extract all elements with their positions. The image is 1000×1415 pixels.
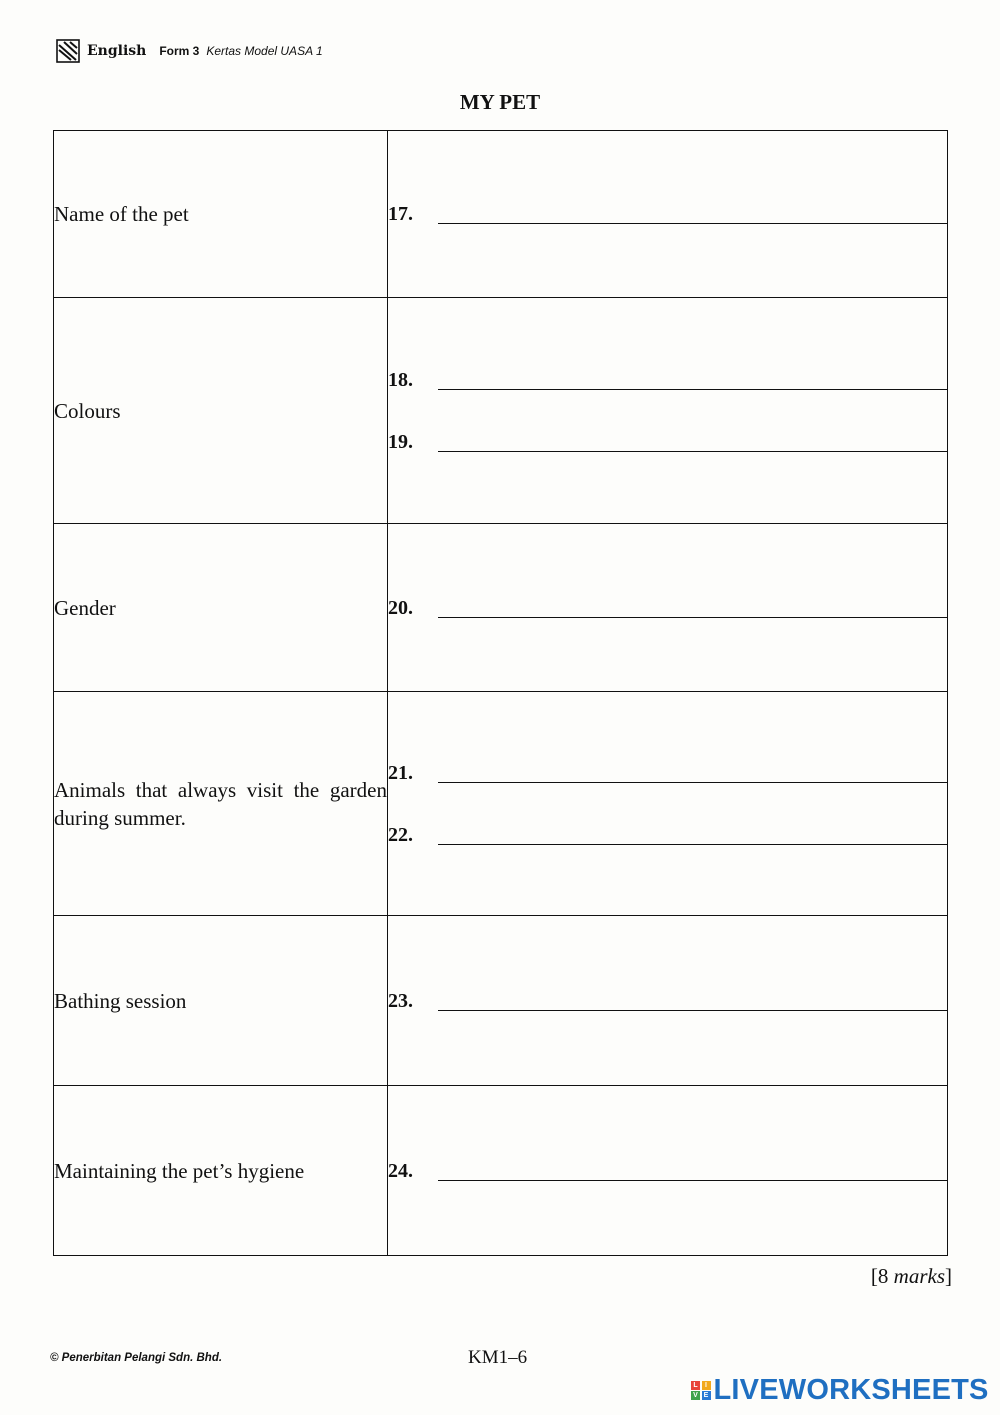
answer-blank[interactable] — [438, 1180, 947, 1181]
answer-line[interactable] — [388, 821, 947, 849]
question-number: 18. — [388, 368, 413, 391]
answer-cell — [388, 1086, 948, 1256]
marks-close: ] — [945, 1264, 952, 1288]
answer-line[interactable] — [388, 1157, 947, 1185]
answer-cell — [388, 524, 948, 692]
form-label: Form 3 — [159, 44, 200, 58]
answer-blank[interactable] — [438, 844, 947, 845]
logo-letter: V — [691, 1391, 700, 1400]
logo-letter: E — [702, 1391, 711, 1400]
page-number: KM1–6 — [468, 1347, 528, 1368]
liveworksheets-brand — [691, 1374, 989, 1407]
page-header — [56, 38, 323, 64]
row-label: Colours — [54, 298, 388, 524]
answer-line[interactable] — [388, 366, 947, 394]
table-row — [54, 916, 948, 1086]
logo-letter: L — [691, 1381, 700, 1390]
marks-note — [871, 1264, 952, 1289]
table-row — [54, 131, 948, 298]
question-number: 22. — [388, 823, 413, 846]
question-number: 17. — [388, 203, 413, 225]
paper-label: Kertas Model UASA 1 — [206, 44, 323, 58]
answer-blank[interactable] — [438, 1010, 947, 1011]
question-number: 21. — [388, 761, 413, 784]
answer-line[interactable] — [388, 200, 947, 228]
answer-line[interactable] — [388, 594, 947, 622]
liveworksheets-wordmark: LIVEWORKSHEETS — [713, 1374, 989, 1406]
answer-table — [53, 130, 948, 1256]
answer-blank[interactable] — [438, 451, 947, 452]
row-label: Bathing session — [54, 916, 388, 1086]
page-title: MY PET — [459, 90, 541, 114]
answer-blank[interactable] — [438, 617, 947, 618]
table-row — [54, 524, 948, 692]
row-label: Name of the pet — [54, 131, 388, 298]
marks-open: [8 — [870, 1264, 894, 1288]
answer-line[interactable] — [388, 987, 947, 1015]
publisher-logo-icon — [56, 39, 80, 63]
copyright-notice: © Penerbitan Pelangi Sdn. Bhd. — [50, 1352, 223, 1364]
answer-cell — [388, 692, 948, 916]
question-number: 24. — [388, 1159, 413, 1182]
answer-line[interactable] — [388, 759, 947, 787]
logo-letter: I — [702, 1381, 711, 1390]
question-number: 23. — [388, 989, 413, 1012]
table-row — [54, 1086, 948, 1256]
row-label: Animals that always visit the garden during summer. — [54, 692, 388, 916]
answer-blank[interactable] — [438, 389, 947, 390]
answer-blank[interactable] — [438, 223, 947, 224]
liveworksheets-logo-icon — [691, 1381, 711, 1401]
table-row — [54, 692, 948, 916]
answer-cell — [388, 131, 948, 298]
answer-blank[interactable] — [438, 782, 947, 783]
row-label: Gender — [54, 524, 388, 692]
subject-label: English — [87, 43, 147, 59]
question-number: 20. — [388, 596, 413, 619]
marks-word: marks — [893, 1264, 945, 1288]
table-row — [54, 298, 948, 524]
answer-line[interactable] — [388, 428, 947, 456]
row-label: Maintaining the pet’s hygiene — [54, 1086, 388, 1256]
answer-cell — [388, 916, 948, 1086]
answer-cell — [388, 298, 948, 524]
question-number: 19. — [388, 430, 413, 453]
